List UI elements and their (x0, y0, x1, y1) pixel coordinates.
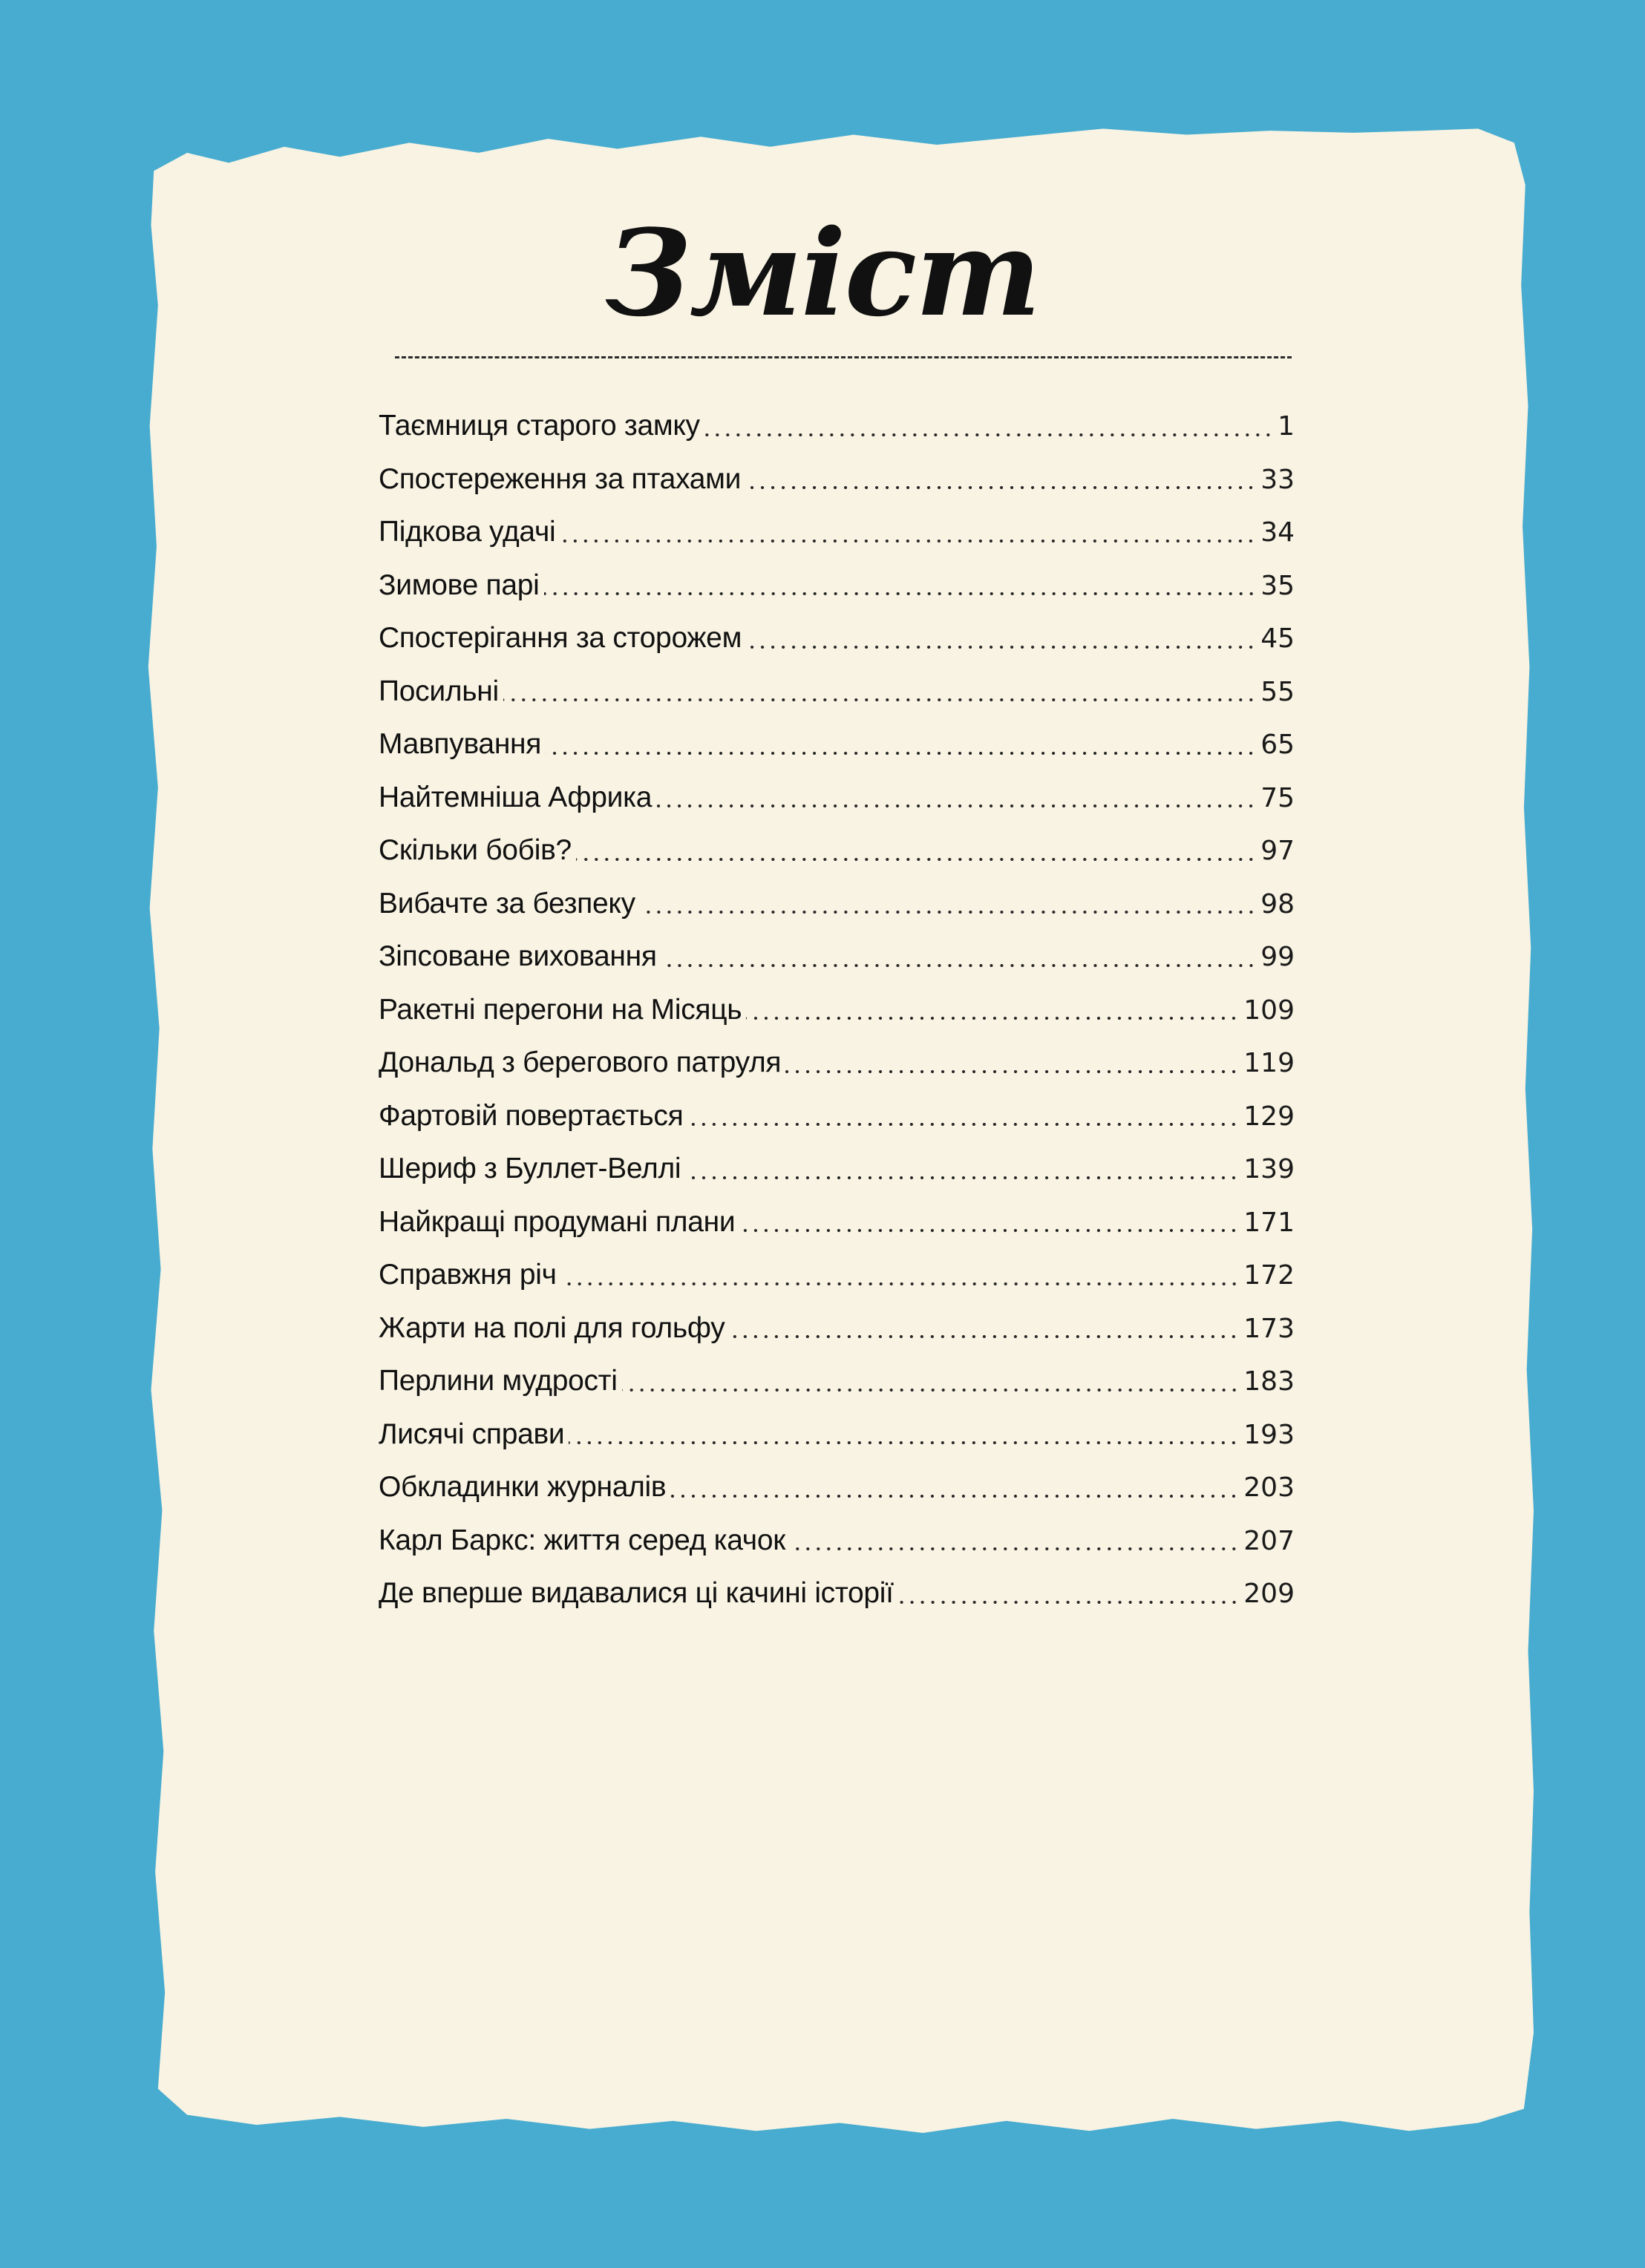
dot-leader (704, 433, 1273, 436)
toc-entry-page: 65 (1260, 730, 1295, 760)
dot-leader (687, 1123, 1239, 1126)
toc-entry-title: Спостереження за птахами (379, 462, 742, 495)
dot-leader (685, 1176, 1239, 1179)
dot-leader (622, 1389, 1240, 1392)
toc-entry-page: 129 (1243, 1101, 1295, 1132)
toc-entry (379, 1036, 1295, 1089)
toc-entry-page: 139 (1243, 1154, 1295, 1184)
toc-entry-title: Спостерігання за сторожем (379, 622, 742, 654)
dot-leader (670, 1495, 1239, 1498)
toc-entry-title: Лисячі справи (379, 1418, 565, 1450)
toc-entry (379, 559, 1295, 612)
toc-entry-page: 173 (1243, 1313, 1295, 1344)
toc-entry (379, 505, 1295, 559)
toc-entry-title: Вибачте за безпеку (379, 887, 635, 920)
toc-entry-page: 33 (1260, 464, 1295, 495)
toc-entry-title: Скільки бобів? (379, 834, 572, 866)
toc-entry (379, 1567, 1295, 1620)
toc-entry-page: 97 (1260, 836, 1295, 866)
toc-entry-title: Обкладинки журналів (379, 1471, 667, 1503)
toc-entry-title: Перлини мудрості (379, 1365, 618, 1397)
toc-entry-page: 45 (1260, 623, 1295, 654)
toc-entry (379, 1514, 1295, 1567)
dot-leader (656, 804, 1256, 807)
toc-entry-page: 183 (1243, 1366, 1295, 1397)
toc-entry-page: 75 (1260, 782, 1295, 813)
dot-leader (544, 592, 1257, 595)
toc-entry-title: Найтемніша Африка (379, 781, 653, 813)
dot-leader (576, 858, 1256, 861)
toc-entry-title: Жарти на полі для гольфу (379, 1311, 725, 1344)
toc-entry-page: 109 (1243, 994, 1295, 1026)
dot-leader (561, 1282, 1240, 1285)
dot-leader (745, 486, 1256, 489)
toc-entry-page: 98 (1260, 888, 1295, 920)
dot-leader (560, 540, 1256, 543)
toc-entry-title: Мавпування (379, 728, 542, 760)
dot-leader (739, 1229, 1239, 1232)
toc-entry-page: 55 (1260, 676, 1295, 707)
toc-entry (379, 1196, 1295, 1249)
toc-entry (379, 877, 1295, 931)
toc-entry-page: 193 (1243, 1419, 1295, 1450)
toc-entry (379, 1248, 1295, 1302)
toc-entry-title: Фартовій повертається (379, 1099, 684, 1132)
toc-entry-title: Дональд з берегового патруля (379, 1046, 782, 1078)
toc-entry (379, 1142, 1295, 1196)
toc-entry-page: 171 (1243, 1207, 1295, 1238)
toc-entry-title: Карл Баркс: життя серед качок (379, 1524, 785, 1556)
dot-leader (729, 1335, 1239, 1338)
toc-entry-page: 207 (1243, 1525, 1295, 1556)
dot-leader (746, 1017, 1239, 1020)
toc-entry (379, 399, 1295, 453)
toc-entry-page: 203 (1243, 1472, 1295, 1503)
toc-entry-title: Ракетні перегони на Місяць (379, 993, 742, 1026)
toc-entry (379, 1461, 1295, 1514)
toc-entry-title: Підкова удачі (379, 516, 556, 548)
dot-leader (503, 698, 1256, 701)
toc-entry (379, 824, 1295, 877)
toc-entry-page: 99 (1260, 942, 1295, 972)
toc-entry-title: Зіпсоване виховання (379, 940, 657, 972)
toc-entry-title: Де вперше видавалися ці качині історії (379, 1577, 894, 1609)
toc-entry-page: 209 (1243, 1579, 1295, 1609)
toc-entry (379, 1408, 1295, 1461)
toc-entry-page: 119 (1243, 1048, 1295, 1078)
toc-entry (379, 665, 1295, 718)
toc-entry (379, 983, 1295, 1037)
toc-entry (379, 453, 1295, 506)
page-title: Зміст (605, 203, 1040, 343)
toc-entry-title: Найкращі продумані плани (379, 1205, 736, 1238)
dot-leader (898, 1601, 1240, 1604)
dot-leader (546, 752, 1256, 755)
toc-entry (379, 1354, 1295, 1408)
dot-leader (661, 964, 1256, 967)
toc-entry-title: Зимове парі (379, 568, 540, 601)
toc-entry-title: Шериф з Буллет-Веллі (379, 1153, 681, 1184)
toc-entry-page: 35 (1260, 570, 1295, 601)
toc-entry-page: 172 (1243, 1260, 1295, 1291)
toc-entry (379, 1089, 1295, 1143)
toc-entry-page: 34 (1260, 517, 1295, 548)
toc-entry (379, 930, 1295, 983)
toc-entry (379, 612, 1295, 665)
dot-leader (640, 911, 1256, 914)
toc-entry-title: Справжня річ (379, 1259, 557, 1291)
toc-entry-title: Посильні (379, 675, 499, 707)
dot-leader (569, 1441, 1239, 1444)
title-divider (395, 356, 1292, 358)
toc-entry-page: 1 (1278, 411, 1295, 442)
dot-leader (785, 1070, 1239, 1073)
toc-entry (379, 771, 1295, 825)
table-of-contents (379, 399, 1295, 1620)
toc-entry (379, 1302, 1295, 1355)
toc-entry-title: Таємниця старого замку (379, 410, 700, 442)
dot-leader (790, 1547, 1239, 1550)
toc-entry (379, 718, 1295, 771)
dot-leader (746, 646, 1256, 649)
